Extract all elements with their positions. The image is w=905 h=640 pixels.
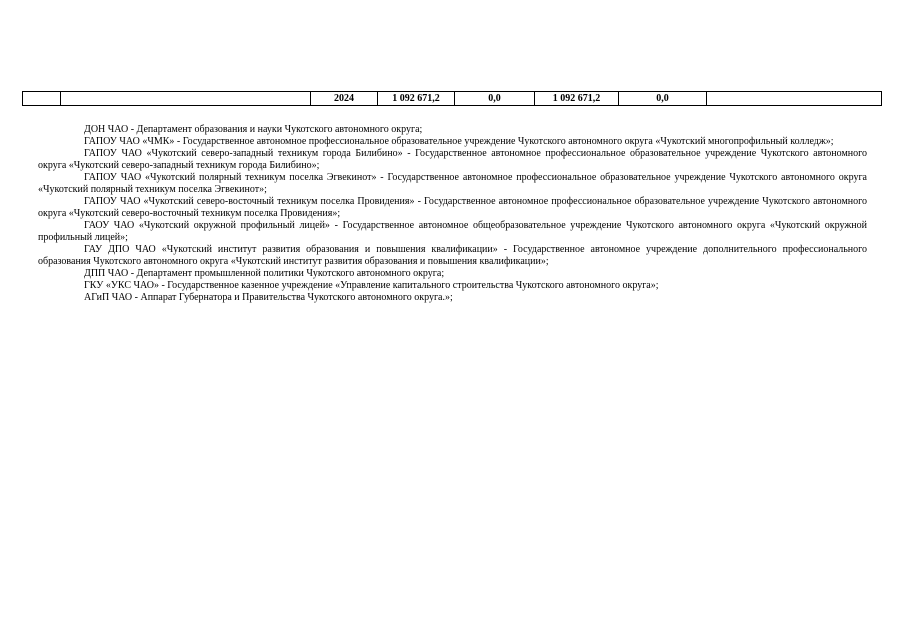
- table-cell-federal: 0,0: [455, 92, 535, 106]
- abbreviation-item: ГАПОУ ЧАО «Чукотский полярный техникум поселка Эгвекинот» - Государственное автономное профессиональное образовательное учреждение Чукотского автономного округа «Чукотский полярный техникум поселка Эгвекинот»;: [38, 172, 867, 195]
- table-cell-regional: 1 092 671,2: [535, 92, 619, 106]
- abbreviation-item: ГКУ «УКС ЧАО» - Государственное казенное учреждение «Управление капитального строительства Чукотского автономного округа»;: [84, 280, 659, 291]
- abbreviation-item: АГиП ЧАО - Аппарат Губернатора и Правительства Чукотского автономного округа.»;: [84, 292, 453, 303]
- abbreviation-item: ГАПОУ ЧАО «ЧМК» - Государственное автономное профессиональное образовательное учреждение Чукотского автономного округа «Чукотский многопрофильный колледж»;: [84, 136, 834, 147]
- funding-table: [22, 91, 882, 106]
- table-cell-number: [23, 92, 61, 106]
- table-cell-other: 0,0: [619, 92, 707, 106]
- abbreviation-item: ГАПОУ ЧАО «Чукотский северо-восточный техникум поселка Провидения» - Государственное автономное профессиональное образовательное учреждение Чукотского автономного округа «Чукотский северо-восточный техникум поселка Провидения»;: [38, 196, 867, 219]
- table-row: [23, 92, 882, 106]
- table-cell-year: 2024: [311, 92, 378, 106]
- table-cell-name: [61, 92, 311, 106]
- abbreviation-item: ДПП ЧАО - Департамент промышленной политики Чукотского автономного округа;: [84, 268, 445, 279]
- abbreviation-item: ДОН ЧАО - Департамент образования и науки Чукотского автономного округа;: [84, 124, 423, 135]
- abbreviations-list: [38, 124, 867, 304]
- abbreviation-item: ГАПОУ ЧАО «Чукотский северо-западный техникум города Билибино» - Государственное автономное профессиональное образовательное учреждение Чукотского автономного округа «Чукотский северо-западный техникум города Билибино»;: [38, 148, 867, 171]
- abbreviation-item: ГАОУ ЧАО «Чукотский окружной профильный лицей» - Государственное автономное общеобразовательное учреждение Чукотского автономного округа «Чукотский окружной профильный лицей»;: [38, 220, 867, 243]
- table-cell-total: 1 092 671,2: [378, 92, 455, 106]
- abbreviation-item: ГАУ ДПО ЧАО «Чукотский институт развития образования и повышения квалификации» - Государственное автономное учреждение дополнительного профессионального образования Чукотского автономного округа «Чукотский институт развития образования и повышения квалификации»;: [38, 244, 867, 267]
- table-cell-executor: [707, 92, 882, 106]
